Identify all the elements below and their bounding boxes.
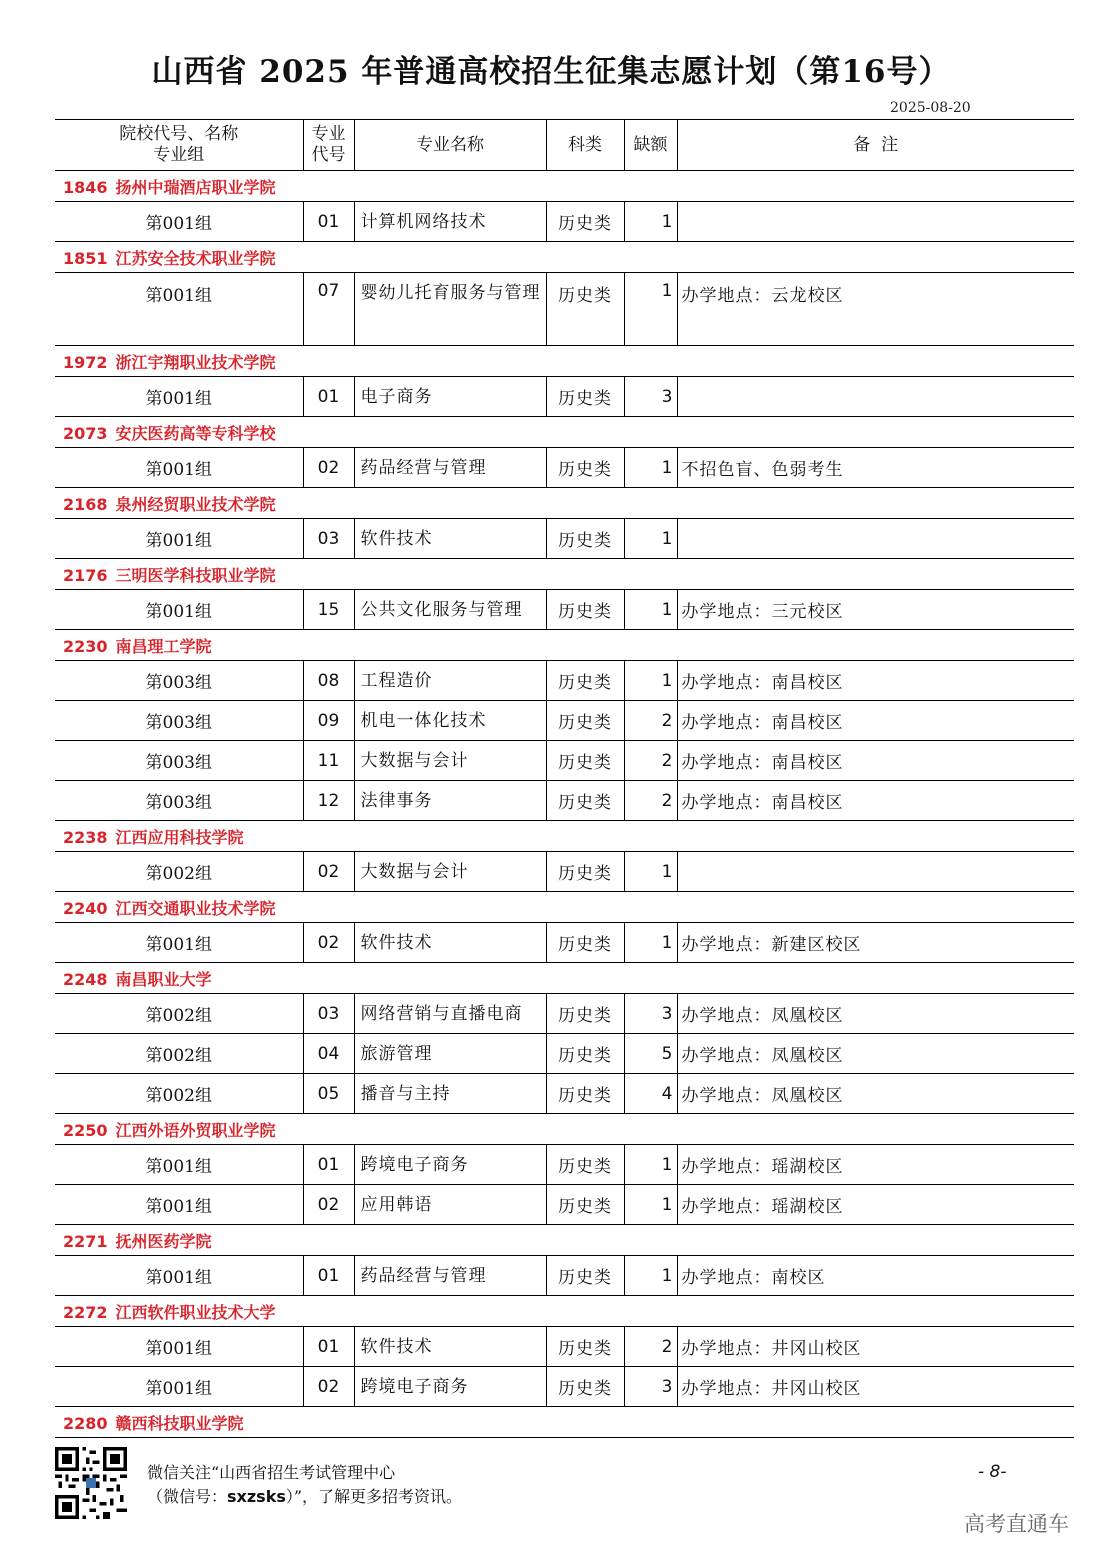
table-row (55, 377, 1074, 417)
note-cell (677, 519, 1074, 559)
quota-cell: 1 (624, 923, 677, 963)
school-cell (55, 1407, 1074, 1438)
group-cell: 第001组 (55, 377, 303, 417)
quota-cell: 1 (624, 1256, 677, 1296)
school-name: 南昌理工学院 (115, 636, 212, 656)
table-row (55, 1256, 1074, 1296)
table-row (55, 1145, 1074, 1185)
major-code-cell: 04 (303, 1034, 354, 1074)
school-cell (55, 559, 1074, 590)
category-cell: 历史类 (546, 1074, 624, 1114)
header-category: 科类 (546, 120, 624, 171)
major-name-cell: 应用韩语 (354, 1185, 546, 1225)
school-row (55, 242, 1074, 273)
group-cell: 第002组 (55, 994, 303, 1034)
major-code-cell: 12 (303, 781, 354, 821)
footer-line2 (147, 1485, 462, 1509)
table-row (55, 701, 1074, 741)
quota-cell: 1 (624, 1185, 677, 1225)
publish-date: 2025-08-20 (890, 100, 971, 116)
group-cell: 第001组 (55, 1327, 303, 1367)
note-cell: 办学地点：井冈山校区 (677, 1327, 1074, 1367)
quota-cell: 1 (624, 273, 677, 346)
quota-cell: 2 (624, 781, 677, 821)
header-code-line1: 专业 (311, 124, 346, 144)
major-code-cell: 15 (303, 590, 354, 630)
school-code: 2248 (63, 969, 108, 989)
category-cell: 历史类 (546, 781, 624, 821)
school-name: 江西交通职业技术学院 (115, 898, 276, 918)
quota-cell: 3 (624, 377, 677, 417)
note-cell: 办学地点：三元校区 (677, 590, 1074, 630)
quota-cell: 4 (624, 1074, 677, 1114)
major-name-cell: 软件技术 (354, 1327, 546, 1367)
school-row (55, 630, 1074, 661)
school-code: 2176 (63, 565, 108, 585)
major-code-cell: 02 (303, 1367, 354, 1407)
table-row (55, 202, 1074, 242)
category-cell: 历史类 (546, 519, 624, 559)
school-code: 2238 (63, 827, 108, 847)
category-cell: 历史类 (546, 1327, 624, 1367)
category-cell: 历史类 (546, 661, 624, 701)
table-row (55, 741, 1074, 781)
major-name-cell: 机电一体化技术 (354, 701, 546, 741)
school-name: 江西软件职业技术大学 (115, 1302, 276, 1322)
school-row (55, 559, 1074, 590)
footer-line2-prefix: （微信号： (147, 1487, 228, 1506)
major-name-cell: 药品经营与管理 (354, 1256, 546, 1296)
quota-cell: 1 (624, 852, 677, 892)
group-cell: 第001组 (55, 448, 303, 488)
major-code-cell: 02 (303, 923, 354, 963)
note-cell: 办学地点：凤凰校区 (677, 1034, 1074, 1074)
school-cell (55, 1225, 1074, 1256)
quota-cell: 1 (624, 202, 677, 242)
school-row (55, 488, 1074, 519)
group-cell: 第001组 (55, 1367, 303, 1407)
quota-cell: 3 (624, 1367, 677, 1407)
category-cell: 历史类 (546, 1145, 624, 1185)
school-name: 泉州经贸职业技术学院 (115, 494, 276, 514)
major-code-cell: 11 (303, 741, 354, 781)
school-code: 2073 (63, 423, 108, 443)
quota-cell: 1 (624, 448, 677, 488)
header-major-name: 专业名称 (354, 120, 546, 171)
category-cell: 历史类 (546, 448, 624, 488)
school-code: 2168 (63, 494, 108, 514)
group-cell: 第003组 (55, 781, 303, 821)
group-cell: 第002组 (55, 1074, 303, 1114)
school-cell (55, 488, 1074, 519)
school-row (55, 821, 1074, 852)
major-name-cell: 软件技术 (354, 519, 546, 559)
school-row (55, 1296, 1074, 1327)
category-cell: 历史类 (546, 1256, 624, 1296)
table-row (55, 1327, 1074, 1367)
major-name-cell: 计算机网络技术 (354, 202, 546, 242)
header-school-line2: 专业组 (153, 145, 205, 165)
footer-notice (147, 1461, 462, 1509)
table-row (55, 590, 1074, 630)
major-code-cell: 01 (303, 1256, 354, 1296)
group-cell: 第001组 (55, 202, 303, 242)
school-code: 2271 (63, 1231, 108, 1251)
note-cell: 办学地点：南昌校区 (677, 741, 1074, 781)
note-cell: 办学地点：凤凰校区 (677, 994, 1074, 1034)
category-cell: 历史类 (546, 202, 624, 242)
school-name: 赣西科技职业学院 (115, 1413, 244, 1433)
category-cell: 历史类 (546, 741, 624, 781)
group-cell: 第003组 (55, 661, 303, 701)
major-name-cell: 旅游管理 (354, 1034, 546, 1074)
note-cell: 办学地点：南校区 (677, 1256, 1074, 1296)
school-code: 2240 (63, 898, 108, 918)
major-code-cell: 01 (303, 377, 354, 417)
school-code: 1846 (63, 177, 108, 197)
major-code-cell: 09 (303, 701, 354, 741)
note-cell (677, 377, 1074, 417)
table-row (55, 1367, 1074, 1407)
quota-cell: 5 (624, 1034, 677, 1074)
major-code-cell: 08 (303, 661, 354, 701)
school-name: 江西应用科技学院 (115, 827, 244, 847)
major-name-cell: 婴幼儿托育服务与管理 (354, 273, 546, 346)
school-name: 江苏安全技术职业学院 (115, 248, 276, 268)
major-name-cell: 大数据与会计 (354, 852, 546, 892)
footer-line2-suffix: ）”，了解更多招考资讯。 (285, 1487, 463, 1506)
note-cell (677, 852, 1074, 892)
major-name-cell: 跨境电子商务 (354, 1145, 546, 1185)
category-cell: 历史类 (546, 852, 624, 892)
category-cell: 历史类 (546, 1185, 624, 1225)
note-cell: 办学地点：云龙校区 (677, 273, 1074, 346)
school-cell (55, 630, 1074, 661)
major-name-cell: 跨境电子商务 (354, 1367, 546, 1407)
group-cell: 第001组 (55, 519, 303, 559)
major-name-cell: 软件技术 (354, 923, 546, 963)
school-code: 2250 (63, 1120, 108, 1140)
category-cell: 历史类 (546, 994, 624, 1034)
school-cell (55, 892, 1074, 923)
table-row (55, 273, 1074, 346)
category-cell: 历史类 (546, 590, 624, 630)
category-cell: 历史类 (546, 273, 624, 346)
major-code-cell: 01 (303, 1327, 354, 1367)
category-cell: 历史类 (546, 1034, 624, 1074)
school-name: 扬州中瑞酒店职业学院 (115, 177, 276, 197)
major-name-cell: 药品经营与管理 (354, 448, 546, 488)
note-cell: 办学地点：凤凰校区 (677, 1074, 1074, 1114)
major-name-cell: 大数据与会计 (354, 741, 546, 781)
school-cell (55, 821, 1074, 852)
note-cell: 不招色盲、色弱考生 (677, 448, 1074, 488)
group-cell: 第002组 (55, 1034, 303, 1074)
school-name: 安庆医药高等专科学校 (115, 423, 276, 443)
group-cell: 第001组 (55, 273, 303, 346)
school-row (55, 1225, 1074, 1256)
group-cell: 第001组 (55, 1185, 303, 1225)
school-row (55, 1114, 1074, 1145)
school-cell (55, 1296, 1074, 1327)
school-code: 1972 (63, 352, 108, 372)
table-row (55, 448, 1074, 488)
category-cell: 历史类 (546, 1367, 624, 1407)
school-name: 三明医学科技职业学院 (115, 565, 276, 585)
table-row (55, 923, 1074, 963)
header-code-line2: 代号 (311, 145, 346, 165)
school-cell (55, 417, 1074, 448)
group-cell: 第001组 (55, 1256, 303, 1296)
quota-cell: 2 (624, 701, 677, 741)
major-name-cell: 播音与主持 (354, 1074, 546, 1114)
quota-cell: 2 (624, 1327, 677, 1367)
page-number: - 8- (978, 1462, 1007, 1482)
major-code-cell: 02 (303, 1185, 354, 1225)
note-cell: 办学地点：井冈山校区 (677, 1367, 1074, 1407)
qr-code-icon (55, 1447, 127, 1519)
header-major-code (303, 120, 354, 171)
major-code-cell: 05 (303, 1074, 354, 1114)
school-cell (55, 171, 1074, 202)
table-row (55, 661, 1074, 701)
school-name: 抚州医药学院 (115, 1231, 212, 1251)
table-body (55, 171, 1074, 1438)
group-cell: 第002组 (55, 852, 303, 892)
school-cell (55, 242, 1074, 273)
group-cell: 第001组 (55, 923, 303, 963)
school-code: 2280 (63, 1413, 108, 1433)
quota-cell: 1 (624, 519, 677, 559)
note-cell: 办学地点：新建区校区 (677, 923, 1074, 963)
table-header (55, 120, 1074, 171)
major-name-cell: 公共文化服务与管理 (354, 590, 546, 630)
category-cell: 历史类 (546, 377, 624, 417)
school-row (55, 417, 1074, 448)
header-quota: 缺额 (624, 120, 677, 171)
group-cell: 第001组 (55, 1145, 303, 1185)
note-cell: 办学地点：瑶湖校区 (677, 1145, 1074, 1185)
group-cell: 第003组 (55, 701, 303, 741)
school-name: 浙江宇翔职业技术学院 (115, 352, 276, 372)
category-cell: 历史类 (546, 923, 624, 963)
quota-cell: 1 (624, 590, 677, 630)
note-cell: 办学地点：南昌校区 (677, 701, 1074, 741)
wechat-id: sxzsks (227, 1487, 286, 1506)
major-code-cell: 01 (303, 202, 354, 242)
note-cell: 办学地点：南昌校区 (677, 781, 1074, 821)
school-row (55, 171, 1074, 202)
school-code: 2230 (63, 636, 108, 656)
header-note: 备 注 (677, 120, 1074, 171)
quota-cell: 1 (624, 1145, 677, 1185)
enrollment-plan-table (55, 119, 1074, 1438)
school-cell (55, 346, 1074, 377)
quota-cell: 3 (624, 994, 677, 1034)
group-cell: 第003组 (55, 741, 303, 781)
quota-cell: 1 (624, 661, 677, 701)
major-code-cell: 07 (303, 273, 354, 346)
table-row (55, 1185, 1074, 1225)
table-row (55, 852, 1074, 892)
table-row (55, 1074, 1074, 1114)
major-code-cell: 02 (303, 448, 354, 488)
major-name-cell: 电子商务 (354, 377, 546, 417)
major-code-cell: 02 (303, 852, 354, 892)
table-row (55, 994, 1074, 1034)
note-cell (677, 202, 1074, 242)
major-code-cell: 03 (303, 519, 354, 559)
school-name: 江西外语外贸职业学院 (115, 1120, 276, 1140)
school-row (55, 963, 1074, 994)
school-code: 1851 (63, 248, 108, 268)
school-cell (55, 963, 1074, 994)
school-row (55, 346, 1074, 377)
major-code-cell: 01 (303, 1145, 354, 1185)
quota-cell: 2 (624, 741, 677, 781)
major-name-cell: 法律事务 (354, 781, 546, 821)
school-cell (55, 1114, 1074, 1145)
major-code-cell: 03 (303, 994, 354, 1034)
major-name-cell: 工程造价 (354, 661, 546, 701)
table-row (55, 1034, 1074, 1074)
table-row (55, 781, 1074, 821)
page-title: 山西省 2025 年普通高校招生征集志愿计划（第16号） (151, 54, 951, 90)
table-row (55, 519, 1074, 559)
watermark: 高考直通车 (964, 1512, 1069, 1536)
group-cell: 第001组 (55, 590, 303, 630)
note-cell: 办学地点：瑶湖校区 (677, 1185, 1074, 1225)
footer-line1: 微信关注“山西省招生考试管理中心 (147, 1463, 396, 1482)
category-cell: 历史类 (546, 701, 624, 741)
school-name: 南昌职业大学 (115, 969, 212, 989)
note-cell: 办学地点：南昌校区 (677, 661, 1074, 701)
header-school (55, 120, 303, 171)
school-code: 2272 (63, 1302, 108, 1322)
header-school-line1: 院校代号、名称 (119, 124, 239, 144)
school-row (55, 892, 1074, 923)
major-name-cell: 网络营销与直播电商 (354, 994, 546, 1034)
school-row (55, 1407, 1074, 1438)
